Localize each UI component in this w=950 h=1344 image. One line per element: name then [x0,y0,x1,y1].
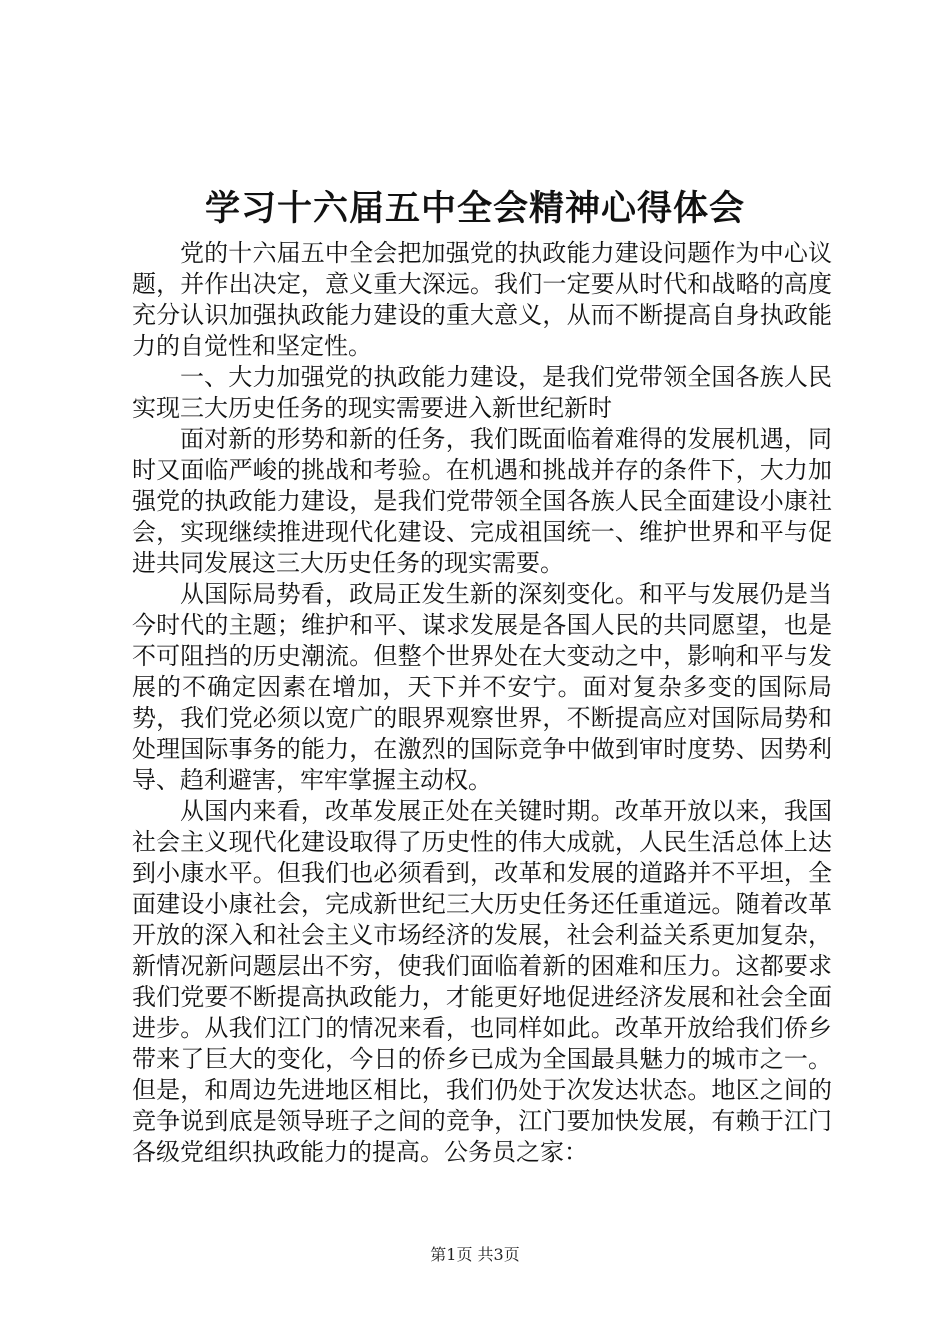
paragraph-international: 从国际局势看，政局正发生新的深刻变化。和平与发展仍是当今时代的主题；维护和平、谋求发展是各国人民的共同愿望，也是不可阻挡的历史潮流。但整个世界处在大变动之中，影响和平与发展的不确定因素在增加，天下并不安宁。面对复杂多变的国际局势，我们党必须以宽广的眼界观察世界，不断提高应对国际局势和处理国际事务的能力，在激烈的国际竞争中做到审时度势、因势利导、趋利避害，牢牢掌握主动权。 [132,580,832,794]
document-body [132,238,832,1168]
paragraph-intro: 党的十六届五中全会把加强党的执政能力建设问题作为中心议题，并作出决定，意义重大深远。我们一定要从时代和战略的高度充分认识加强执政能力建设的重大意义，从而不断提高自身执政能力的自觉性和坚定性。 [132,239,832,360]
page-number-footer: 第1页 共3页 [430,1245,520,1264]
paragraph-section-heading-1: 一、大力加强党的执政能力建设，是我们党带领全国各族人民实现三大历史任务的现实需要进入新世纪新时 [132,363,832,422]
paragraph-domestic: 从国内来看，改革发展正处在关键时期。改革开放以来，我国社会主义现代化建设取得了历史性的伟大成就，人民生活总体上达到小康水平。但我们也必须看到，改革和发展的道路并不平坦，全面建设小康社会，完成新世纪三大历史任务还任重道远。随着改革开放的深入和社会主义市场经济的发展，社会利益关系更加复杂，新情况新问题层出不穷，使我们面临着新的困难和压力。这都要求我们党要不断提高执政能力，才能更好地促进经济发展和社会全面进步。从我们江门的情况来看，也同样如此。改革开放给我们侨乡带来了巨大的变化，今日的侨乡已成为全国最具魅力的城市之一。但是，和周边先进地区相比，我们仍处于次发达状态。地区之间的竞争说到底是领导班子之间的竞争，江门要加快发展，有赖于江门各级党组织执政能力的提高。公务员之家： [132,797,832,1166]
document-title: 学习十六届五中全会精神心得体会 [204,189,745,229]
paragraph-situation: 面对新的形势和新的任务，我们既面临着难得的发展机遇，同时又面临严峻的挑战和考验。在机遇和挑战并存的条件下，大力加强党的执政能力建设，是我们党带领全国各族人民全面建设小康社会，实现继续推进现代化建设、完成祖国统一、维护世界和平与促进共同发展这三大历史任务的现实需要。 [132,425,832,577]
